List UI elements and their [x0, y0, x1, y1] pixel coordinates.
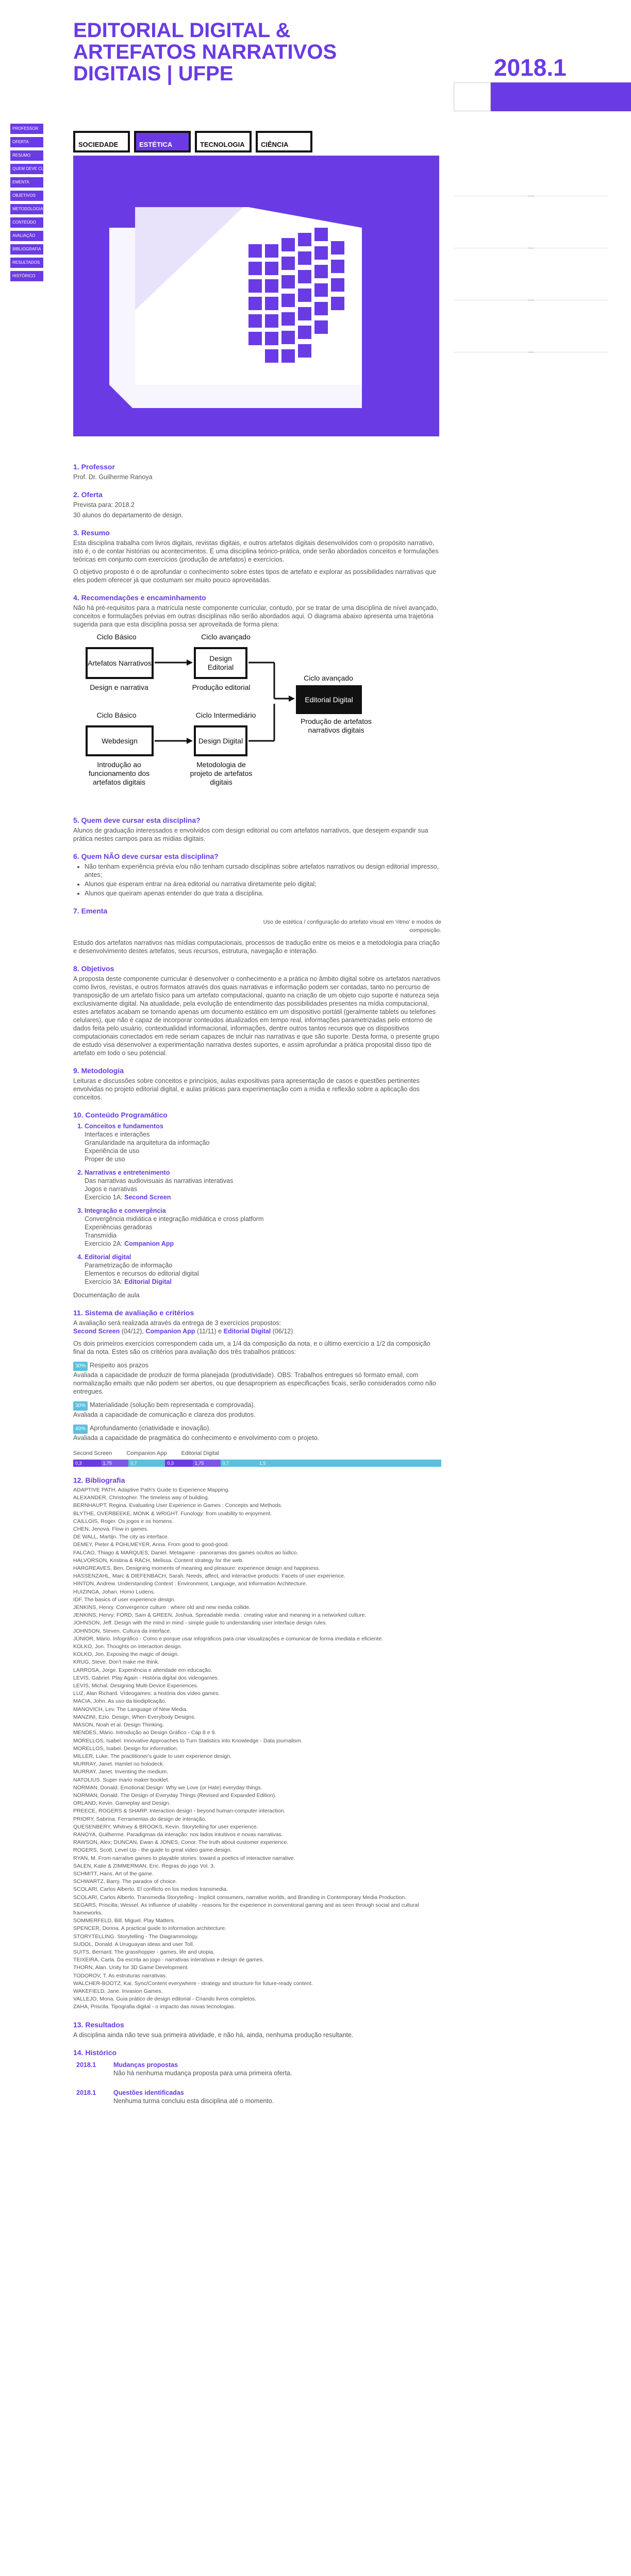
hero-banner [73, 156, 439, 436]
bibliography-entry: MENDES, Mário. Introdução ao Design Gráfico - Cap 8 e 9. [73, 1730, 217, 1736]
bibliography-entry: SUDOL, Donald. A Uruguayan ideas and user Toll. [73, 1941, 194, 1947]
section-heading: 14. Histórico [73, 2048, 117, 2057]
section-heading: 1. Professor [73, 463, 115, 471]
resumo-paragraph: Esta disciplina trabalha com livros digitais, revistas digitais, e outros artefatos digitais desenvolvidos com o propósito narrativo, isto é, o de contar histórias ou acontecimentos. É uma disciplina teórico-prática, onde serão abordados conceitos e formulações teóricas em conjunto com exercícios (produção de artefatos) e exercícios. [73, 539, 439, 563]
bibliography-entry: MANOVICH, Lev. The Language of New Media. [73, 1706, 188, 1713]
bibliography-entry: WALCHER-BOOTZ, Kai. Sync/Content everywhere - strategy and structure for future-ready content. [73, 1980, 313, 1987]
bibliography-entry: KOLKO, Jon. Exposing the magic of design. [73, 1651, 179, 1658]
bibliography-entry: JÚNIOR, Mário. Infográfico - Como e porque usar infográficos para criar visualizações e comunicar de forma imediata e eficiente. [73, 1635, 384, 1642]
cycle-label: Ciclo Básico [96, 633, 137, 641]
metodologia-paragraph: Leituras e discussões sobre conceitos e princípios, aulas expositivas para apresentação de casos e questões pertinentes envolvidas no projeto editorial digital, e aulas práticas para experimentação com a mídia e reflexão sobre a aplicação dos conceitos. [73, 1077, 420, 1101]
bibliography-entry: JENKINS, Henry; FORD, Sam & GREEN, Joshua. Spreadable media : creating value and meaning in a networked culture. [73, 1612, 367, 1619]
box-artefatos-narrativos: Artefatos Narrativos [86, 647, 154, 679]
ementa-paragraph: Estudo dos artefatos narrativos nas mídias computacionais, processos de tradução entre os meios e a metodologia para criação e desenvolvimento destes artefatos, seus recursos, estrutura, navegação e interação. [73, 939, 440, 955]
bibliography-entry: ROGERS, Scott. Level Up - the guide to great video game design. [73, 1847, 232, 1854]
section-heading: 6. Quem NÃO deve cursar esta disciplina? [73, 852, 219, 860]
bibliography-entry: STORYTELLING. Storytelling - The Diagrammology. [73, 1933, 199, 1940]
bibliography-entry: ORLAND, Kevin. Gameplay and Design. [73, 1800, 171, 1807]
box-webdesign: Webdesign [86, 725, 154, 756]
year-label: 2018.1 [494, 54, 567, 81]
bibliography-entry: MORELLOS, Isabel. Design for information. [73, 1745, 178, 1752]
bibliography-entry: ZAHA, Priscila. Tipografia digital - o impacto das novas tecnologias. [73, 2004, 236, 2010]
sidebar-item-quem-deve-cursar[interactable]: QUEM DEVE CURSAR [10, 164, 43, 174]
bibliography-entry: SCHMITT, Hans. Art of the game. [73, 1870, 154, 1877]
bibliography-entry: TEIXEIRA, Carla. Da escrita ao jogo - narrativas interativas e design de games. [73, 1957, 264, 1963]
grade-segment: 0,3 [165, 1460, 193, 1467]
objetivos-paragraph: A proposta deste componente curricular é desenvolver o conhecimento e a prática no âmbito digital sobre os artefatos narrativos como livros, revistas, e outros formatos através dos quais narrativas e informação podem ser contadas, tanto no percurso de transposição de um artefato físico para um artefato computacional, quanto na criação de um objeto cujo suporte é natureza seja exclusivamente digital. Na atualidade, pela evolução de entendimento das possibilidades presentes na mídia computacional, estes artefatos acabam se tornando apenas um documento estático em um dispositivo portátil (geralmente tablets ou telefones celulares), que não é capaz de incorporar conteúdos atualizados em tempo real, informações parametrizadas pelo entorno de dados feita pelo usuário, contextualidad informacional, informações, dentre outros tantos recursos que os dispositivos computacionais conectados em rede seriam capazes de incluir nas narrativas e que são suporte. Desta forma, o presente grupo de estudo visa desenvolver a experimentação narrativa destes suportes, e assim aprofundar a prática proposital disso tipo de artefato em todo o seu potencial. [73, 975, 441, 1057]
bibliography-entry: JOHNSON, Steven. Cultura da interface. [73, 1628, 172, 1634]
bibliography-entry: SCHWARTZ, Barry. The paradox of choice. [73, 1878, 177, 1885]
bibliography-entry: CHEN, Jenova. Flow in games. [73, 1526, 148, 1533]
section-heading: 5. Quem deve cursar esta disciplina? [73, 816, 201, 824]
section-heading: 7. Ementa [73, 907, 108, 915]
bibliography-entry: VALLEJO, Mona. Guia prático de design editorial - Criando livros completos. [73, 1996, 257, 2003]
tab-ciencia[interactable]: CIÊNCIA [256, 131, 312, 152]
resultados-paragraph: A disciplina ainda não teve sua primeira atividade, e não há, ainda, nenhuma produção resultante. [73, 2031, 354, 2039]
avaliacao-paragraph: A avaliação será realizada através da entrega de 3 exercícios propostos: Second Screen (04/12), Companion App (11/11) e Editorial Digital (06/12) [73, 1319, 293, 1335]
bibliography-entry: IDF. The basics of user experience design. [73, 1596, 176, 1603]
bibliography-entry: HINTON, Andrew. Understanding Context : Environment, Language, and Information Architecture. [73, 1581, 307, 1587]
grade-segment: 0,7 [128, 1460, 165, 1467]
section-heading: 9. Metodologia [73, 1066, 124, 1075]
criterion: 30% Respeito aos prazos Avaliada a capacidade de produzir de forma planejada (produtividade). OBS: Trabalhos entregues só formato email, com normalização emails que não podem ser abertos, ou que desapropriem as especificações ficais, serão considerados como não entregues. [73, 1362, 436, 1395]
bibliography-entry: BLYTHE, OVERBEEKE, MONK & WRIGHT. Funology: from usability to enjoyment. [73, 1510, 272, 1517]
sidebar-item-historico[interactable]: HISTÓRICO [10, 271, 43, 281]
grade-bar-labels: Second Screen Companion App Editorial Digital [73, 1450, 219, 1456]
bibliography-entry: MASON, Noah et al. Design Thinking. [73, 1722, 164, 1728]
bibliography-entry: HARGREAVES, Ben. Designing moments of meaning and pleasure: experience design and happiness. [73, 1565, 321, 1572]
bibliography-entry: MILLER, Luke. The practitioner's guide to user experience design. [73, 1753, 232, 1759]
bibliography-entry: MURRAY, Janet. Hamlet no holodeck. [73, 1761, 164, 1768]
grade-segment: 0,7 [221, 1460, 257, 1467]
professor-name: Prof. Dr. Guilherme Ranoya [73, 473, 153, 481]
criterion: 40% Aprofundamento (criatividade e inovação). Avaliada a capacidade de pragmática do conhecimento e envolvimento com o projeto. [73, 1425, 320, 1442]
bibliography-entry: PREECE, ROGERS & SHARP. Interaction design - beyond human-computer interaction. [73, 1808, 286, 1815]
bibliography-entry: NORMAN, Donald. Emotional Design: Why we Love (or Hate) everyday things. [73, 1784, 262, 1791]
bibliography-entry: ALEXANDER, Christopher. The timeless way of building. [73, 1495, 209, 1501]
tab-tecnologia[interactable]: TECNOLOGIA [195, 131, 252, 152]
bibliography-entry: HASSENZAHL, Marc & DIEFENBACH, Sarah. Needs, affect, and interactive products: Facets of user experience. [73, 1573, 345, 1580]
bibliography-entry: RANOYA, Guilherme. Paradigmas da interação: nos lados intuitivos e novas narrativas. [73, 1831, 283, 1838]
bibliography-entry: SOMMERFELD, Bill. Miguel. Play Matters. [73, 1918, 175, 1924]
programa-list [85, 1122, 441, 1286]
bibliography-entry: JENKINS, Henry. Convergence culture : where old and new media collide. [73, 1604, 251, 1611]
accent-bar-white-block [454, 82, 491, 111]
sidebar-item-oferta[interactable]: OFERTA [10, 137, 43, 147]
section-heading: 8. Objetivos [73, 964, 114, 973]
bibliography-entry: PRIORY, Sabrina. Ferramentas do design de interação. [73, 1816, 207, 1822]
sidebar-item-resultados[interactable]: RESULTADOS [10, 258, 43, 268]
grade-segment: 1,75 [101, 1460, 129, 1467]
recomendacoes-paragraph: Não há pré-requisitos para a matrícula neste componente curricular, contudo, por se tratar de uma disciplina de nível avançado, conceitos e formulações prévias em outras disciplinas não serão abordados aqui. O diagrama abaixo apresenta uma trajetória sugerida para que esta disciplina possa ser aproveitada de forma plena: [73, 604, 439, 628]
section-heading: 10. Conteúdo Programático [73, 1111, 168, 1119]
bibliography-entry: ADAPTIVE PATH. Adaptive Path's Guide to Experience Mapping. [73, 1487, 230, 1493]
sidebar-item-objetivos[interactable]: OBJETIVOS [10, 191, 43, 201]
resumo-paragraph: O objetivo proposto é o de aprofundar o conhecimento sobre estes tipos de artefato e explorar as possibilidades narrativas que eles podem oferecer já que costumam ser muito pouco aproveitadas. [73, 568, 436, 584]
box-editorial-digital: Editorial Digital [296, 685, 362, 714]
bibliography-entry: HALVORSON, Kristina & RACH, Melissa. Content strategy for the web. [73, 1557, 244, 1564]
ementa-quote: Uso de estética / configuração do artefato visual em 'ritmo' e modos de composição. [263, 919, 441, 934]
avaliacao-paragraph: Os dois primeiros exercícios correspondem cada um, a 1/4 da composição da nota, e o último exercício a 1/2 da composição final da nota. Estes são os critérios para avaliação dos três trabalhos práticos: [73, 1340, 430, 1355]
bibliography-entry: RAWSON, Alex; DUNCAN, Ewan & JONES, Conor. The truth about customer experience. [73, 1839, 289, 1846]
bibliography-entry: SEGARS, Priscilla; Wessel. As influence of usability - reasons for the experience in conventional gaming and as seen through social and cultural frameworks. [73, 1902, 419, 1916]
section-heading: 13. Resultados [73, 2020, 124, 2029]
list-item: 1. Conceitos e fundamentos Interfaces e interações Granularidade na arquitetura da informação Experiência de uso Proper de uso [85, 1122, 441, 1163]
book-grid-illustration [73, 156, 439, 436]
grade-composition-bar [73, 1460, 441, 1467]
bibliography-entry: BERNHAUPT, Regina. Evaluating User Experience in Games : Concepts and Methods. [73, 1502, 283, 1509]
sidebar [10, 124, 56, 284]
right-column-dividers [454, 196, 608, 404]
section-heading: 11. Sistema de avaliação e critérios [73, 1309, 194, 1317]
bibliography-list [73, 1486, 441, 2011]
bibliography-entry: SPENCER, Donna. A practical guide to information architecture. [73, 1925, 227, 1932]
bibliography-entry: WAKEFIELD, Jane. Invasion Games. [73, 1988, 163, 1994]
tab-sociedade[interactable]: SOCIEDADE [73, 131, 130, 152]
cycle-label: Ciclo avançado [304, 674, 353, 682]
list-item: • Alunos que esperam entrar na área editorial ou narrativa diretamente pelo digital; [85, 880, 441, 888]
accent-bar [454, 82, 631, 111]
box-caption: Introdução ao funcionamento dos artefatos digitais [88, 760, 150, 786]
bibliography-entry: LARROSA, Jorge. Experiência e alteridade em educação. [73, 1667, 212, 1673]
category-tabs [73, 131, 312, 152]
quem-deve-paragraph: Alunos de graduação interessados e envolvidos com design editorial ou com artefatos narrativos, que desejem expandir sua prática nestes campos para as mídias digitais. [73, 827, 428, 842]
bibliography-entry: SCOLARI, Carlos Alberto. El conflicto en los medios transmedia. [73, 1886, 228, 1893]
bibliography-entry: LEVIS, Gabriel. Play Again - História digital dos videogames. [73, 1674, 219, 1681]
bibliography-entry: THORN, Alan. Unity for 3D Game Development. [73, 1964, 189, 1971]
list-item: 2. Narrativas e entretenimento Das narrativas audiovisuais às narrativas interativas Jogos e narrativas Exercício 1A: Second Screen [85, 1168, 441, 1201]
bibliography-entry: MURRAY, Janet. Inventing the medium. [73, 1769, 169, 1775]
box-caption: Design e narrativa [90, 683, 148, 691]
bibliography-entry: DE WALL, Martijn. The city as interface. [73, 1534, 169, 1540]
history-row: 2018.1 Questões identificadas Nenhuma turma concluiu esta disciplina até o momento. [76, 2089, 274, 2105]
documentacao-link[interactable]: Documentação de aula [73, 1292, 140, 1299]
bibliography-entry: HUIZINGA, Johan. Homo Ludens. [73, 1588, 155, 1595]
list-item: 4. Editorial digital Parametrização de informação Elementos e recursos do editorial digital Exercício 3A: Editorial Digital [85, 1253, 441, 1286]
sidebar-item-resumo[interactable]: RESUMO [10, 150, 43, 161]
bibliography-entry: MORELLOS, Isabel. Innovative Approaches to Turn Statistics into Knowledge - Data journalism. [73, 1737, 303, 1744]
bibliography-entry: CAILLOIS, Roger. Os jogos e os homens. [73, 1518, 174, 1524]
bibliography-entry: LEVIS, Michal. Designing Multi-Device Experiences. [73, 1683, 198, 1689]
page-title: EDITORIAL DIGITAL & ARTEFATOS NARRATIVOS DIGITAIS | UFPE [73, 19, 337, 85]
box-design-editorial: Design Editorial [194, 647, 247, 679]
bibliography-entry: NORMAN, Donald. The Design of Everyday Things (Revised and Expanded Edition). [73, 1792, 277, 1799]
bibliography-entry: KOLKO, Jon. Thoughts on interaction design. [73, 1643, 182, 1650]
bibliography-entry: QUESENBERY, Whitney & BROOKS, Kevin. Storytelling for user experience. [73, 1823, 258, 1830]
sidebar-item-bibliografia[interactable]: BIBLIOGRAFIA [10, 244, 43, 255]
bibliography-entry: SCOLARI, Carlos Alberto. Transmedia Storytelling - Implicit consumers, narrative worlds, and Branding in Contemporary Media Production. [73, 1894, 407, 1901]
grade-segment: 0,3 [73, 1460, 101, 1467]
section-heading: 4. Recomendações e encaminhamento [73, 594, 206, 602]
box-caption: Produção editorial [192, 683, 251, 691]
bibliography-entry: JOHNSON, Jeff. Design with the mind in mind - simple guide to understanding user interface design rules. [73, 1620, 327, 1626]
criterion: 30% Materialidade (solução bem representada e comprovada). Avaliada a capacidade de comunicação e clareza dos produtos. [73, 1401, 256, 1418]
bibliography-entry: MACIA, John. As uso da biodiplicação. [73, 1698, 167, 1705]
cycle-label: Ciclo Intermediário [195, 711, 256, 719]
bibliography-entry: KRUG, Steve. Don't make me think. [73, 1659, 160, 1666]
oferta-prevista: Prevista para: 2018.2 [73, 501, 135, 509]
section-heading: 12. Bibliografia [73, 1476, 125, 1484]
sidebar-item-ementa[interactable]: EMENTA [10, 177, 43, 188]
box-caption: Produção de artefatos narrativos digitais [301, 717, 372, 734]
weight-badge: 40% [73, 1425, 88, 1434]
sidebar-item-professor[interactable]: PROFESSOR [10, 124, 43, 134]
grade-segment: 1,5 [257, 1460, 441, 1467]
box-design-digital: Design Digital [194, 725, 247, 756]
bibliography-entry: NATOLIUS. Super mario maker booklet. [73, 1776, 170, 1783]
list-item: • Não tenham experiência prévia e/ou não tenham cursado disciplinas sobre artefatos narrativos ou design editorial impresso, antes; [85, 862, 441, 879]
bibliography-entry: MANZINI, Ezio. Design, When Everybody Designs. [73, 1714, 196, 1720]
bibliography-entry: LUZ, Alan Richard. Vídeogames: a história dos vídeo games. [73, 1690, 220, 1697]
section-heading: 2. Oferta [73, 490, 103, 499]
tab-estetica[interactable]: ESTÉTICA [134, 131, 191, 152]
sidebar-item-conteudo[interactable]: CONTEÚDO [10, 217, 43, 228]
bibliography-entry: FALCAO, Thiago & MARQUES, Daniel. Metagame - panoramas dos games ocultos ao lúdico. [73, 1549, 298, 1556]
weight-badge: 30% [73, 1362, 88, 1371]
bibliography-entry: RYAN, M. From narrative games to playable stories: toward a poetics of interactive narrative. [73, 1855, 295, 1861]
list-item: • Alunos que queiram apenas entender do que trata a disciplina. [85, 889, 441, 897]
history-row: 2018.1 Mudanças propostas Não há nenhuma mudança proposta para uma primeira oferta. [76, 2061, 292, 2077]
sidebar-item-avaliacao[interactable]: AVALIAÇÃO [10, 231, 43, 241]
section-heading: 3. Resumo [73, 529, 110, 537]
weight-badge: 30% [73, 1401, 88, 1411]
box-caption: Metodologia de projeto de artefatos digitais [190, 760, 253, 786]
bibliography-entry: TODOROV, T. As estruturas narrativas. [73, 1972, 167, 1979]
bibliography-entry: SUITS, Bernard. The grasshopper - games, life and utopia. [73, 1948, 215, 1955]
main-content [73, 453, 441, 2105]
quem-nao-deve-list [85, 862, 441, 897]
trajectory-diagram [73, 632, 441, 807]
cycle-label: Ciclo Básico [96, 711, 137, 719]
sidebar-item-metodologia[interactable]: METODOLOGIA [10, 204, 43, 214]
list-item: 3. Integração e convergência Convergência midiática e integração midiática e cross platform Experiências geradoras Transmídia Exercício 2A: Companion App [85, 1207, 441, 1248]
bibliography-entry: SALEN, Katie & ZIMMERMAN, Eric. Regras do jogo Vol. 3. [73, 1862, 215, 1869]
bibliography-entry: DEMEY, Pieter & POHLMEYER, Anna. From good to good-good. [73, 1541, 229, 1548]
grade-segment: 1,75 [193, 1460, 221, 1467]
oferta-alunos: 30 alunos do departamento de design. [73, 512, 184, 519]
cycle-label: Ciclo avançado [201, 633, 251, 641]
